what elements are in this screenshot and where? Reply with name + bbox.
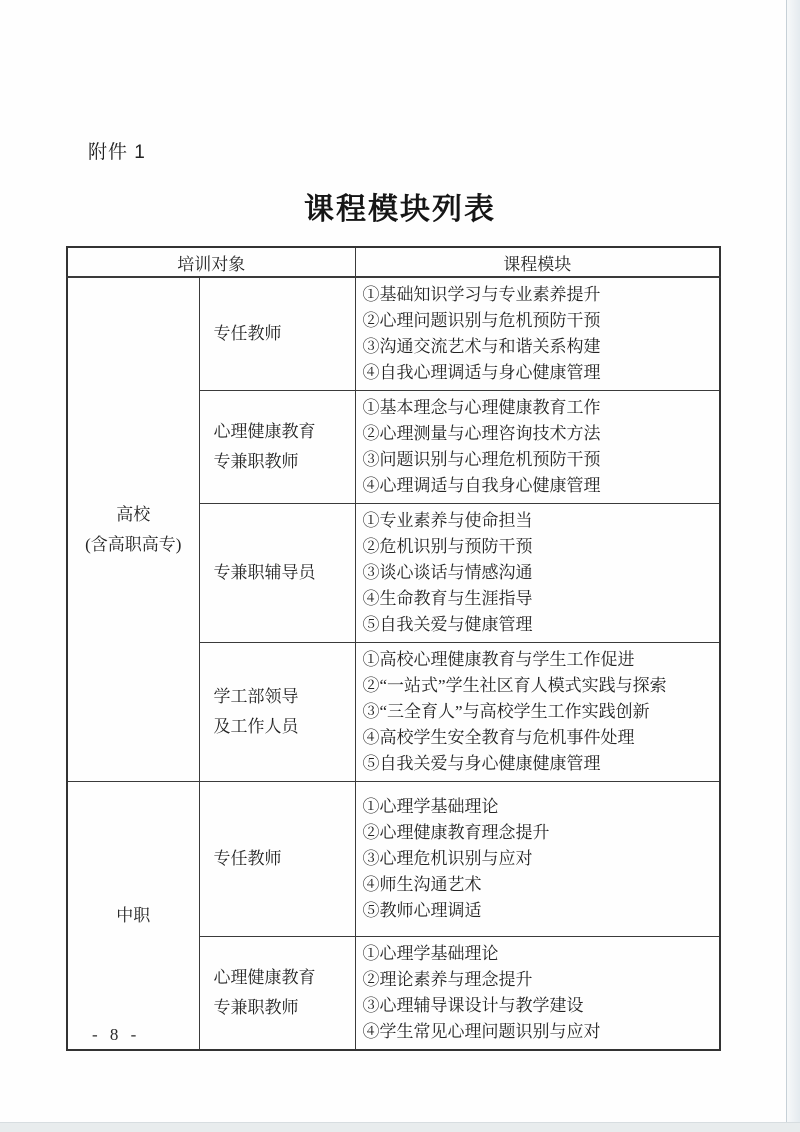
role-cell-fulltime-teacher [199,782,355,937]
page-number: - 8 - [92,1025,141,1044]
role-name-line: 专兼职教师 [213,998,299,1017]
module-item: ③沟通交流艺术与和谐关系构建 [362,337,601,356]
group-name-line: 中职 [116,905,151,925]
role-name-line: 及工作人员 [213,717,299,736]
module-item: ③心理危机识别与应对 [362,849,533,868]
module-item: ④自我心理调适与身心健康管理 [362,363,601,382]
column-header-course-module: 课程模块 [355,247,720,277]
group-name-line: 高校 [116,504,151,524]
module-item: ⑤自我关爱与身心健康健康管理 [362,754,601,773]
module-item: ①专业素养与使命担当 [362,511,533,530]
role-name-line: 专兼职辅导员 [213,563,316,582]
role-name-line: 心理健康教育 [213,968,316,987]
module-item: ②危机识别与预防干预 [362,537,533,556]
module-item: ④师生沟通艺术 [362,875,482,894]
module-item: ③谈心谈话与情感沟通 [362,563,533,582]
table-header-row [67,247,720,277]
scan-edge-bottom [0,1122,800,1132]
module-item: ②心理健康教育理念提升 [362,823,550,842]
page-title: 课程模块列表 [304,193,496,226]
scan-edge-right [786,0,800,1132]
role-cell-fulltime-teacher [199,277,355,391]
group-name-line: (含高职高专) [85,534,182,554]
modules-cell [355,643,720,782]
role-cell-mental-health-teacher [199,937,355,1051]
module-item: ②“一站式”学生社区育人模式实践与探索 [362,676,667,695]
column-header-training-target: 培训对象 [67,247,355,277]
group-cell-secondary-vocational [67,782,199,1051]
group-cell-higher-education [67,277,199,782]
role-name-line: 学工部领导 [213,687,299,706]
modules-cell [355,277,720,391]
role-cell-mental-health-teacher [199,391,355,504]
role-name-line: 心理健康教育 [213,422,316,441]
module-item: ④高校学生安全教育与危机事件处理 [362,728,635,747]
table-row [67,782,720,937]
module-item: ④学生常见心理问题识别与应对 [362,1022,601,1041]
course-module-table [66,246,721,1051]
modules-cell [355,937,720,1051]
role-name-line: 专任教师 [213,849,282,868]
module-item: ③心理辅导课设计与教学建设 [362,996,584,1015]
modules-cell [355,391,720,504]
module-item: ①基本理念与心理健康教育工作 [362,398,601,417]
role-name-line: 专兼职教师 [213,452,299,471]
role-cell-counselor [199,504,355,643]
role-cell-student-affairs-staff [199,643,355,782]
module-item: ②心理问题识别与危机预防干预 [362,311,601,330]
table-row [67,277,720,391]
attachment-label: 附件 1 [88,142,146,163]
module-item: ③问题识别与心理危机预防干预 [362,450,601,469]
module-item: ①高校心理健康教育与学生工作促进 [362,650,635,669]
role-name-line: 专任教师 [213,324,282,343]
module-item: ⑤教师心理调适 [362,901,482,920]
module-item: ①心理学基础理论 [362,797,499,816]
module-item: ⑤自我关爱与健康管理 [362,615,533,634]
module-item: ④生命教育与生涯指导 [362,589,533,608]
module-item: ③“三全育人”与高校学生工作实践创新 [362,702,650,721]
module-item: ①心理学基础理论 [362,944,499,963]
module-item: ①基础知识学习与专业素养提升 [362,285,601,304]
module-item: ②心理测量与心理咨询技术方法 [362,424,601,443]
module-item: ②理论素养与理念提升 [362,970,533,989]
module-item: ④心理调适与自我身心健康管理 [362,476,601,495]
modules-cell [355,504,720,643]
modules-cell [355,782,720,937]
